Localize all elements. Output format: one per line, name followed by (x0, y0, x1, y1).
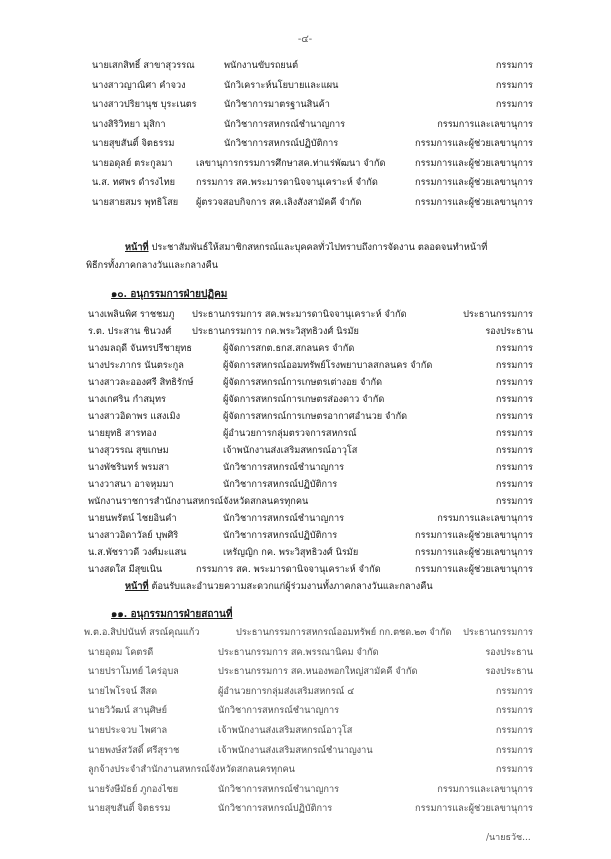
member-name: นายสุขสันติ์ จิตธรรม (88, 803, 171, 815)
member-position: นักวิชาการสหกรณ์ชำนาญการ (218, 705, 340, 717)
member-name: นายพงษ์สวัสดิ์ ศรีสุราช (88, 744, 180, 756)
member-position: ประธานกรรมการสหกรณ์ออมทรัพย์ กก.ตชด.๒๓ จำกัด (236, 627, 452, 638)
member-role: ประธานกรรมการ (463, 309, 533, 320)
member-position: กรรมการ สค. พระมารดานิจจานุเคราะห์ จำกัด (196, 564, 381, 575)
member-row (0, 135, 611, 153)
member-row (0, 800, 611, 818)
member-position: นักวิชาการสหกรณ์ปฏิบัติการ (223, 479, 338, 490)
member-name: พนักงานราชการสำนักงานสหกรณ์จังหวัดสกลนครทุกคน (88, 496, 309, 507)
member-row (0, 174, 611, 192)
member-position: นักวิชาการสหกรณ์ปฏิบัติการ (223, 530, 338, 541)
member-position: ผู้ตรวจสอบกิจการ สค.เลิงสังสามัคคี จำกัด (196, 196, 362, 208)
member-role: กรรมการและผู้ช่วยเลขานุการ (415, 530, 533, 541)
section-11-heading: ๑๑. อนุกรรมการฝ่ายสถานที่ (111, 609, 233, 620)
member-name: นายวิวัฒน์ สานุศิษย์ (88, 705, 167, 717)
member-role: กรรมการและผู้ช่วยเลขานุการ (415, 196, 533, 208)
member-row (0, 644, 611, 662)
member-row (0, 459, 611, 477)
member-position: เจ้าพนักงานส่งเสริมสหกรณ์อาวุโส (223, 445, 358, 456)
member-row (0, 683, 611, 701)
member-row (0, 561, 611, 579)
member-name: นางสาวอิดาวัลย์ บุพศิริ (88, 530, 179, 541)
member-name: น.ส.พัชราวดี วงศ์มะแสน (88, 547, 187, 558)
member-name: นายยุทธิ สารทอง (88, 428, 157, 439)
member-row (0, 742, 611, 760)
member-name: นางสดใส มีสุขเนิน (88, 564, 163, 575)
member-name: นายเสกสิทธิ์ สาขาสุวรรณ (92, 60, 195, 71)
member-position: ผู้จัดการสหกรณ์การเกษตรเต่างอย จำกัด (223, 377, 383, 388)
member-name: นายนพรัตน์ ไชยอินคำ (88, 513, 177, 524)
member-name: นางสาวอิดาพร แสงเมิง (88, 411, 181, 422)
member-position: กรรมการ สค.พระมารดานิจจานุเคราะห์ จำกัด (196, 177, 378, 188)
member-name: นายอุดม โคตรดี (88, 646, 154, 658)
member-row (0, 77, 611, 95)
member-row (0, 306, 611, 324)
continuation-note: /นายธวัช... (486, 833, 531, 843)
member-position: นักวิชาการมาตรฐานสินค้า (224, 99, 330, 110)
member-position: นักวิชาการสหกรณ์ชำนาญการ (224, 118, 346, 130)
member-role: กรรมการ (495, 496, 533, 507)
member-name: นางวาสนา อาจหุมมา (88, 479, 174, 490)
member-row (0, 116, 611, 134)
member-role: กรรมการ (495, 411, 533, 422)
member-name: นางเพลินพิศ ราชชมภู (88, 309, 175, 320)
member-name: นายสายสมร พุทธิโสย (92, 196, 179, 208)
member-name: น.ส. ทศพร ดำรงไทย (92, 177, 176, 188)
member-role: กรรมการ (495, 725, 533, 736)
member-row (0, 722, 611, 740)
duty-text: ต้อนรับและอำนวยความสะดวกแก่ผู้ร่วมงานทั้งภาคกลางวันและกลางคืน (148, 581, 433, 592)
member-role: กรรมการและผู้ช่วยเลขานุการ (415, 157, 533, 169)
member-row (0, 702, 611, 720)
member-row (0, 96, 611, 114)
member-position: ประธานกรรมการ สค.หนองพอกใหญ่สามัคคี จำกัด (218, 666, 418, 678)
member-row (0, 527, 611, 545)
member-role: กรรมการและเลขานุการ (437, 513, 533, 524)
member-name: นางมลฤดี จันทรปรีชายุทธ (88, 343, 192, 354)
member-position: พนักงานขับรถยนต์ (224, 60, 299, 71)
member-position: นักวิเคราะห์นโยบายและแผน (224, 79, 339, 91)
member-row (0, 408, 611, 426)
member-position: นักวิชาการสหกรณ์ชำนาญการ (223, 462, 345, 473)
member-role: รองประธาน (485, 666, 533, 678)
member-role: กรรมการ (495, 377, 533, 388)
member-position: นักวิชาการสหกรณ์ปฏิบัติการ (218, 803, 333, 815)
member-row (0, 663, 611, 681)
member-position: นักวิชาการสหกรณ์ปฏิบัติการ (224, 138, 339, 149)
member-row (0, 493, 611, 511)
member-position: ผู้อำนวยการกลุ่มส่งเสริมสหกรณ์ ๔ (218, 685, 355, 697)
member-name: นางเกศริน กำสมุทร (88, 394, 166, 405)
member-row (0, 476, 611, 494)
member-row (0, 155, 611, 173)
member-row (0, 510, 611, 528)
member-name: นางสาวปริยานุช บุระเนตร (92, 99, 197, 110)
member-name: นายอดุลย์ ตระกูลมา (92, 157, 173, 169)
member-row (0, 357, 611, 375)
member-row (0, 340, 611, 358)
member-role: กรรมการและผู้ช่วยเลขานุการ (415, 564, 533, 575)
member-position: ผู้จัดการสหกรณ์การเกษตรอากาศอำนวย จำกัด (223, 411, 408, 422)
member-row (0, 323, 611, 341)
member-position: นักวิชาการสหกรณ์ชำนาญการ (223, 513, 345, 524)
member-row (0, 442, 611, 460)
member-position: นักวิชาการสหกรณ์ชำนาญการ (218, 783, 340, 795)
member-position: ประธานกรรมการ สค.พระมารดานิจจานุเคราะห์ จำกัด (192, 309, 407, 320)
member-name: นางประภากร นันตระกูล (88, 360, 184, 371)
member-role: กรรมการ (495, 462, 533, 473)
member-role: กรรมการและเลขานุการ (437, 118, 533, 130)
member-role: กรรมการและผู้ช่วยเลขานุการ (415, 177, 533, 188)
member-name: นายประจวบ ไพศาล (88, 725, 168, 736)
member-name: ร.ต. ประสาน ชินวงศ์ (88, 326, 172, 337)
member-name: พ.ต.อ.สิปปนันท์ สรณ์คุณแก้ว (84, 627, 200, 638)
member-role: รองประธาน (485, 646, 533, 658)
member-role: กรรมการ (495, 744, 533, 756)
section-9-duty-continued: พิธีกรทั้งภาคกลางวันและกลางคืน (86, 260, 219, 271)
member-position: ประธานกรรมการ สค.พรรณานิคม จำกัด (218, 646, 379, 658)
duty-text: ประชาสัมพันธ์ให้สมาชิกสหกรณ์และบุคคลทั่วไปทราบถึงการจัดงาน ตลอดจนทำหน้าที่ (148, 242, 488, 253)
member-name: นางสาวญาณิศา คำจวง (92, 79, 186, 91)
member-role: กรรมการ (495, 764, 533, 776)
member-row (0, 761, 611, 779)
member-name: นายรังษีมัธย์ ภูกองไชย (88, 783, 179, 795)
member-role: กรรมการ (495, 428, 533, 439)
member-role: กรรมการและผู้ช่วยเลขานุการ (415, 803, 533, 815)
page-number: -๔- (297, 34, 313, 45)
member-role: กรรมการ (495, 705, 533, 717)
duty-label: หน้าที่ (125, 242, 149, 253)
member-name: ลูกจ้างประจำสำนักงานสหกรณ์จังหวัดสกลนครทุกคน (88, 764, 295, 776)
member-role: กรรมการและเลขานุการ (437, 783, 533, 795)
member-position: ประธานกรรมการ กค.พระวิสุทธิวงศ์ นิรมัย (192, 326, 359, 337)
member-position: เจ้าพนักงานส่งเสริมสหกรณ์อาวุโส (218, 725, 353, 736)
member-role: ประธานกรรมการ (463, 627, 533, 638)
member-position: เหรัญญิก กค. พระวิสุทธิวงศ์ นิรมัย (223, 547, 359, 558)
member-position: ผู้อำนวยการกลุ่มตรวจการสหกรณ์ (223, 428, 357, 439)
member-name: นางสิริวิทยา มุสิกา (92, 118, 166, 130)
member-role: กรรมการ (495, 479, 533, 490)
section-9-duty (125, 239, 565, 257)
member-row (0, 781, 611, 799)
member-role: กรรมการ (495, 394, 533, 405)
member-row (0, 374, 611, 392)
member-role: กรรมการ (495, 343, 533, 354)
member-role: กรรมการ (495, 445, 533, 456)
section-10-duty (125, 578, 565, 596)
member-name: นายสุขสันติ์ จิตธรรม (92, 138, 175, 149)
member-role: กรรมการและผู้ช่วยเลขานุการ (415, 138, 533, 149)
member-name: นางสาวละอองศรี สิทธิรักษ์ (88, 377, 194, 388)
member-role: กรรมการ (495, 360, 533, 371)
member-role: รองประธาน (485, 326, 533, 337)
member-position: ผู้จัดการสหกรณ์ออมทรัพย์โรงพยาบาลสกลนคร จำกัด (223, 360, 433, 371)
member-row (0, 544, 611, 562)
member-name: นางพัชรินทร์ พรมสา (88, 462, 170, 473)
member-name: นางสุวรรณ สุขเกษม (88, 445, 169, 456)
member-position: เจ้าพนักงานส่งเสริมสหกรณ์ชำนาญงาน (218, 744, 373, 756)
member-row (0, 391, 611, 409)
member-row (0, 194, 611, 212)
member-row (0, 57, 611, 75)
section-10-heading: ๑๐. อนุกรรมการฝ่ายปฏิคม (111, 289, 228, 300)
member-name: นายปราโมทย์ ไคร่อุบล (88, 666, 179, 678)
member-role: กรรมการ (495, 60, 533, 71)
duty-label: หน้าที่ (125, 581, 149, 592)
member-role: กรรมการ (495, 99, 533, 110)
member-name: นายไพโรจน์ สีสด (88, 685, 158, 697)
member-role: กรรมการ (495, 685, 533, 697)
member-role: กรรมการและผู้ช่วยเลขานุการ (415, 547, 533, 558)
member-position: เลขานุการกรรมการศึกษาสค.ท่าแร่พัฒนา จำกัด (196, 157, 386, 169)
member-position: ผู้จัดการสกต.ธกส.สกลนคร จำกัด (223, 343, 355, 354)
member-role: กรรมการ (495, 79, 533, 91)
member-position: ผู้จัดการสหกรณ์การเกษตรส่องดาว จำกัด (223, 394, 385, 405)
member-row (0, 624, 611, 642)
member-row (0, 425, 611, 443)
